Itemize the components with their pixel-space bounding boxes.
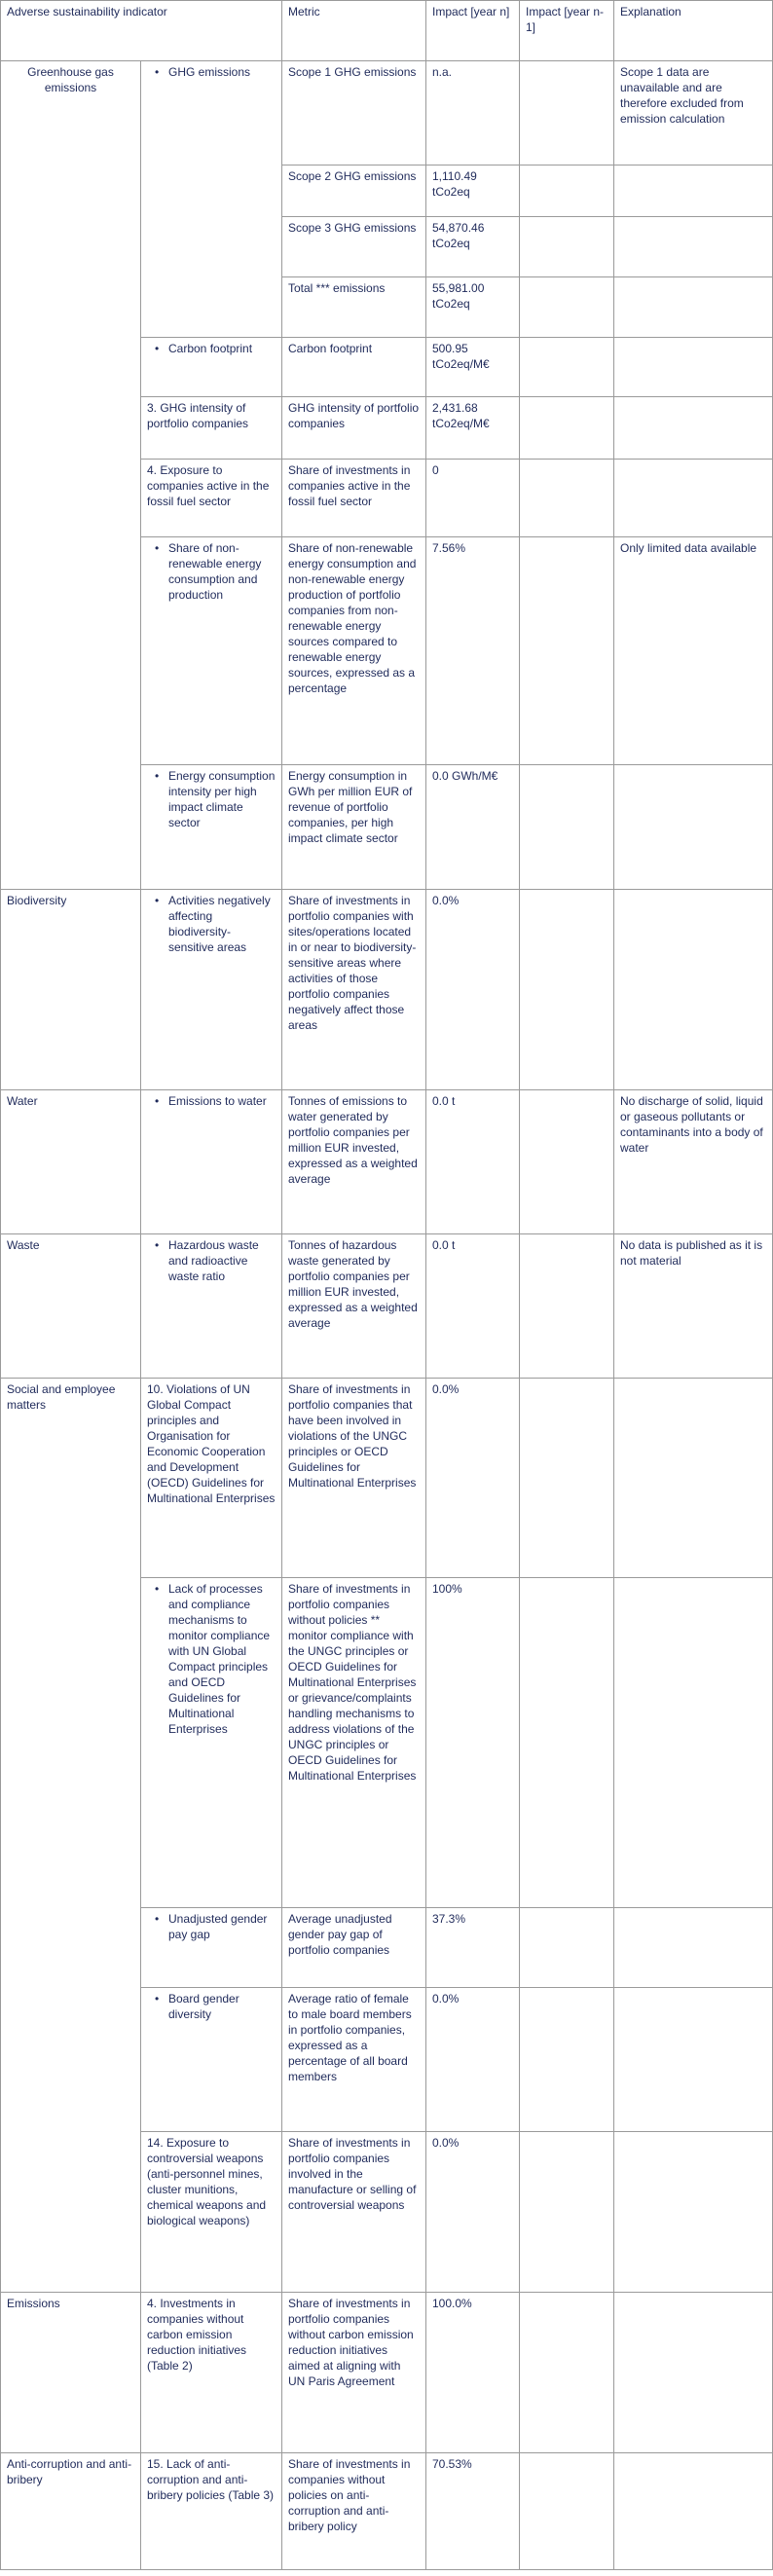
bullet-icon: • <box>155 1912 160 1926</box>
impact-scope3: 54,870.46 tCo2eq <box>426 217 520 277</box>
indicator-anti-bribery: 15. Lack of anti-corruption and anti-bribery policies (Table 3) <box>141 2453 282 2570</box>
table-row <box>1 2293 773 2453</box>
impact-fossil-fuel: 0 <box>426 460 520 537</box>
header-metric: Metric <box>282 1 426 61</box>
metric-scope3: Scope 3 GHG emissions <box>282 217 426 277</box>
impact-anti-bribery: 70.53% <box>426 2453 520 2570</box>
impact-water: 0.0 t <box>426 1090 520 1234</box>
indicator-biodiversity: • Activities negatively affecting biodiversity-sensitive areas <box>141 890 282 1090</box>
impact-controversial-weapons: 0.0% <box>426 2132 520 2293</box>
impact-total: 55,981.00 tCo2eq <box>426 277 520 338</box>
bullet-icon: • <box>155 342 160 355</box>
impact-ungc-violations: 0.0% <box>426 1379 520 1578</box>
indicator-controversial-weapons: 14. Exposure to controversial weapons (anti-personnel mines, cluster munitions, chemical weapons and biological weapons) <box>141 2132 282 2293</box>
table-row <box>1 1090 773 1234</box>
impact-waste: 0.0 t <box>426 1234 520 1379</box>
impact-gender-pay-gap: 37.3% <box>426 1908 520 1988</box>
group-biodiversity: Biodiversity <box>1 890 141 1090</box>
metric-total: Total *** emissions <box>282 277 426 338</box>
metric-energy-intensity: Energy consumption in GWh per million EUR of revenue of portfolio companies, per high impact climate sector <box>282 765 426 890</box>
indicator-ghg-emissions: • GHG emissions <box>141 61 282 338</box>
header-indicator: Adverse sustainability indicator <box>1 1 282 61</box>
indicator-energy-intensity: • Energy consumption intensity per high impact climate sector <box>141 765 282 890</box>
group-waste: Waste <box>1 1234 141 1379</box>
bullet-icon: • <box>155 1582 160 1596</box>
group-emissions: Emissions <box>1 2293 141 2453</box>
table-row <box>1 1379 773 1578</box>
metric-non-renewable-energy: Share of non-renewable energy consumption and non-renewable energy production of portfolio companies from non-renewable energy sources compared to renewable energy sources, expressed as a percentage <box>282 537 426 765</box>
header-impact-year-n-1: Impact [year n-1] <box>520 1 614 61</box>
impact-carbon-initiatives: 100.0% <box>426 2293 520 2453</box>
explanation-non-renewable-energy: Only limited data available <box>614 537 773 765</box>
bullet-icon: • <box>155 65 160 79</box>
indicator-carbon-footprint: • Carbon footprint <box>141 338 282 397</box>
impact-compliance-mechanisms: 100% <box>426 1578 520 1908</box>
bullet-icon: • <box>155 894 160 907</box>
indicator-ungc-violations: 10. Violations of UN Global Compact principles and Organisation for Economic Cooperation and Development (OECD) Guidelines for Multinational Enterprises <box>141 1379 282 1578</box>
impact-carbon-footprint: 500.95 tCo2eq/M€ <box>426 338 520 397</box>
metric-fossil-fuel: Share of investments in companies active in the fossil fuel sector <box>282 460 426 537</box>
table-header-row <box>1 1 773 61</box>
explanation-scope1: Scope 1 data are unavailable and are therefore excluded from emission calculation <box>614 61 773 166</box>
bullet-icon: • <box>155 541 160 555</box>
explanation-waste: No data is published as it is not material <box>614 1234 773 1379</box>
group-water: Water <box>1 1090 141 1234</box>
indicator-compliance-mechanisms: • Lack of processes and compliance mechanisms to monitor compliance with UN Global Compact principles and OECD Guidelines for Multinational Enterprises <box>141 1578 282 1908</box>
metric-carbon-initiatives: Share of investments in portfolio companies without carbon emission reduction initiatives aimed at aligning with UN Paris Agreement <box>282 2293 426 2453</box>
impact-energy-intensity: 0.0 GWh/M€ <box>426 765 520 890</box>
metric-water: Tonnes of emissions to water generated by portfolio companies per million EUR invested, expressed as a weighted average <box>282 1090 426 1234</box>
header-explanation: Explanation <box>614 1 773 61</box>
indicator-fossil-fuel: 4. Exposure to companies active in the fossil fuel sector <box>141 460 282 537</box>
indicator-carbon-initiatives: 4. Investments in companies without carbon emission reduction initiatives (Table 2) <box>141 2293 282 2453</box>
table-row <box>1 2453 773 2570</box>
group-anti-corruption: Anti-corruption and anti-bribery <box>1 2453 141 2570</box>
indicator-water: • Emissions to water <box>141 1090 282 1234</box>
table-row <box>1 61 773 166</box>
indicator-waste: • Hazardous waste and radioactive waste ratio <box>141 1234 282 1379</box>
bullet-icon: • <box>155 769 160 783</box>
metric-waste: Tonnes of hazardous waste generated by portfolio companies per million EUR invested, expressed as a weighted average <box>282 1234 426 1379</box>
metric-controversial-weapons: Share of investments in portfolio companies involved in the manufacture or selling of controversial weapons <box>282 2132 426 2293</box>
group-ghg: Greenhouse gas emissions <box>1 61 141 890</box>
metric-biodiversity: Share of investments in portfolio companies with sites/operations located in or near to biodiversity-sensitive areas where activities of those portfolio companies negatively affect those areas <box>282 890 426 1090</box>
metric-scope2: Scope 2 GHG emissions <box>282 166 426 217</box>
impact-non-renewable-energy: 7.56% <box>426 537 520 765</box>
header-impact-year-n: Impact [year n] <box>426 1 520 61</box>
indicator-ghg-intensity: 3. GHG intensity of portfolio companies <box>141 397 282 460</box>
bullet-icon: • <box>155 1094 160 1108</box>
indicator-gender-pay-gap: • Unadjusted gender pay gap <box>141 1908 282 1988</box>
bullet-icon: • <box>155 1238 160 1252</box>
metric-carbon-footprint: Carbon footprint <box>282 338 426 397</box>
table-row <box>1 1234 773 1379</box>
explanation-water: No discharge of solid, liquid or gaseous pollutants or contaminants into a body of water <box>614 1090 773 1234</box>
impact-scope1: n.a. <box>426 61 520 166</box>
indicator-non-renewable-energy: • Share of non-renewable energy consumption and production <box>141 537 282 765</box>
metric-ungc-violations: Share of investments in portfolio companies that have been involved in violations of the UNGC principles or OECD Guidelines for Multinational Enterprises <box>282 1379 426 1578</box>
metric-ghg-intensity: GHG intensity of portfolio companies <box>282 397 426 460</box>
impact-biodiversity: 0.0% <box>426 890 520 1090</box>
group-social: Social and employee matters <box>1 1379 141 2293</box>
impact-ghg-intensity: 2,431.68 tCo2eq/M€ <box>426 397 520 460</box>
metric-board-diversity: Average ratio of female to male board members in portfolio companies, expressed as a percentage of all board members <box>282 1988 426 2132</box>
metric-scope1: Scope 1 GHG emissions <box>282 61 426 166</box>
indicator-board-diversity: • Board gender diversity <box>141 1988 282 2132</box>
metric-compliance-mechanisms: Share of investments in portfolio companies without policies ** monitor compliance with the UNGC principles or OECD Guidelines for Multinational Enterprises or grievance/complaints handling mechanisms to address violations of the UNGC principles or OECD Guidelines for Multinational Enterprises <box>282 1578 426 1908</box>
impact-board-diversity: 0.0% <box>426 1988 520 2132</box>
metric-anti-bribery: Share of investments in companies without policies on anti-corruption and anti-bribery policy <box>282 2453 426 2570</box>
metric-gender-pay-gap: Average unadjusted gender pay gap of portfolio companies <box>282 1908 426 1988</box>
bullet-icon: • <box>155 1992 160 2006</box>
table-row <box>1 890 773 1090</box>
impact-prev-scope1 <box>520 61 614 166</box>
impact-scope2: 1,110.49 tCo2eq <box>426 166 520 217</box>
